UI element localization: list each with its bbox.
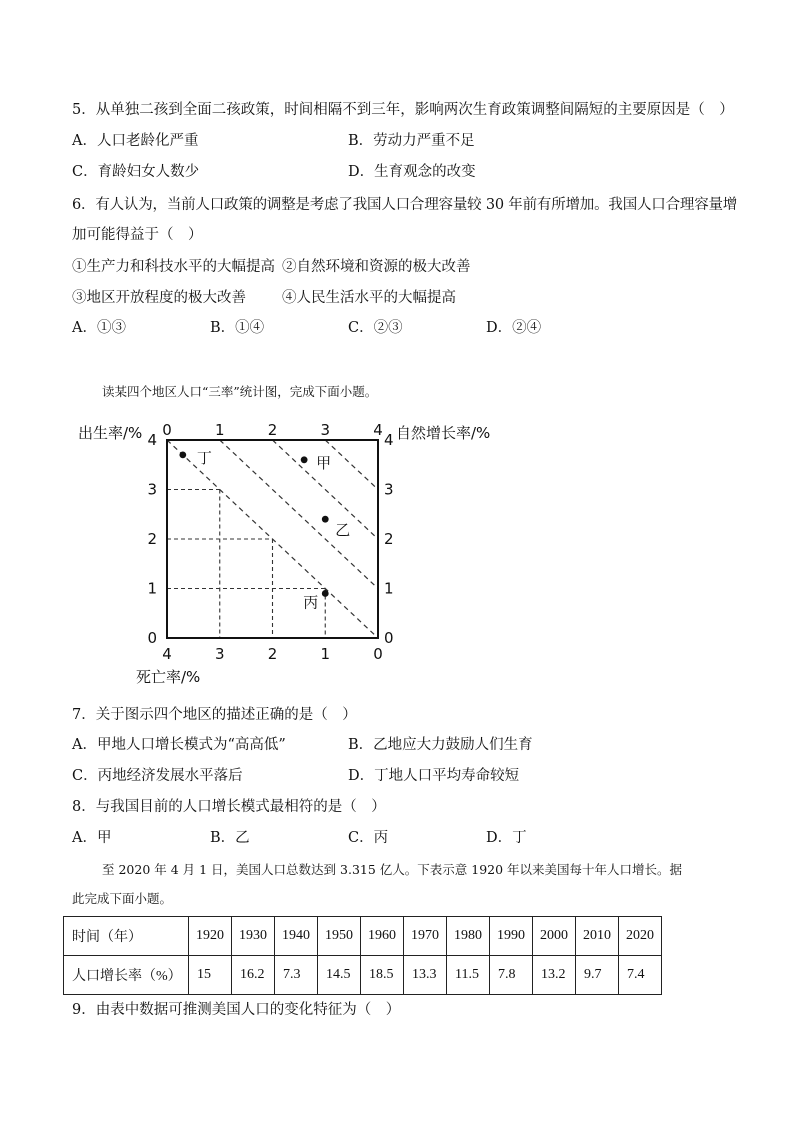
year-cell: 1960 <box>361 917 404 956</box>
rate-cell: 7.3 <box>275 956 318 995</box>
region-point-label: 乙 <box>335 521 351 540</box>
year-cell: 1990 <box>490 917 533 956</box>
year-header: 时间（年） <box>64 917 189 956</box>
rate-cell: 9.7 <box>576 956 619 995</box>
year-cell: 1950 <box>318 917 361 956</box>
rate-cell: 18.5 <box>361 956 404 995</box>
q8-option-c[interactable]: C．丙 <box>348 830 389 846</box>
year-cell: 1940 <box>275 917 318 956</box>
region-point <box>301 456 308 463</box>
q6-item-2: ②自然环境和资源的极大改善 <box>282 259 471 275</box>
year-cell: 1980 <box>447 917 490 956</box>
growth-isoline <box>325 440 378 490</box>
region-point-label: 丁 <box>196 448 212 467</box>
rate-header: 人口增长率（%） <box>64 956 189 995</box>
q7-option-b[interactable]: B．乙地应大力鼓励人们生育 <box>348 737 533 753</box>
growth-top-tick: 3 <box>320 421 331 439</box>
year-cell: 2010 <box>576 917 619 956</box>
region-point-label: 甲 <box>316 453 332 472</box>
rate-cell: 7.8 <box>490 956 533 995</box>
q8-stem: 8．与我国目前的人口增长模式最相符的是（ ） <box>72 799 386 815</box>
q7-stem: 7．关于图示四个地区的描述正确的是（ ） <box>72 707 357 723</box>
q6-stem-line2: 加可能得益于（ ） <box>72 227 203 243</box>
year-cell: 1920 <box>189 917 232 956</box>
q6-item-4: ④人民生活水平的大幅提高 <box>282 290 456 306</box>
figure-intro: 读某四个地区人口“三率”统计图，完成下面小题。 <box>102 384 378 399</box>
q8-option-d[interactable]: D．丁 <box>486 830 527 846</box>
year-cell: 2000 <box>533 917 576 956</box>
growth-top-tick: 2 <box>267 421 278 439</box>
rate-cell: 15 <box>189 956 232 995</box>
q9-stem: 9．由表中数据可推测美国人口的变化特征为（ ） <box>72 1002 401 1018</box>
rate-cell: 16.2 <box>232 956 275 995</box>
q7-option-c[interactable]: C．丙地经济发展水平落后 <box>72 768 243 784</box>
growth-top-tick: 4 <box>373 421 383 439</box>
death-rate-axis-label: 死亡率/% <box>136 668 201 686</box>
q5-option-a[interactable]: A．人口老龄化严重 <box>72 133 199 149</box>
birth-rate-tick: 1 <box>147 579 157 598</box>
table-row-years <box>64 917 662 956</box>
death-rate-tick: 2 <box>267 645 278 663</box>
rate-cell: 7.4 <box>619 956 662 995</box>
birth-rate-tick: 4 <box>147 431 157 449</box>
us-population-growth-table <box>63 916 662 995</box>
region-point-label: 丙 <box>303 593 319 612</box>
table-intro-line1: 至 2020 年 4 月 1 日，美国人口总数达到 3.315 亿人。下表示意 1920 年以来美国每十年人口增长。据 <box>102 862 683 877</box>
q5-option-d[interactable]: D．生育观念的改变 <box>348 164 476 180</box>
table-intro-line2: 此完成下面小题。 <box>72 891 173 906</box>
year-cell: 1970 <box>404 917 447 956</box>
year-cell: 1930 <box>232 917 275 956</box>
growth-right-tick: 1 <box>384 579 394 598</box>
q7-option-a[interactable]: A．甲地人口增长模式为“高高低” <box>72 737 286 753</box>
death-rate-tick: 1 <box>320 645 331 663</box>
growth-right-tick: 0 <box>384 629 394 647</box>
region-point <box>322 516 329 523</box>
death-rate-tick: 4 <box>162 645 172 663</box>
q8-option-b[interactable]: B．乙 <box>210 830 250 846</box>
q6-option-d[interactable]: D．②④ <box>486 320 542 336</box>
death-rate-tick: 3 <box>214 645 225 663</box>
rate-cell: 13.2 <box>533 956 576 995</box>
growth-top-tick: 0 <box>162 421 172 439</box>
q8-option-a[interactable]: A．甲 <box>72 830 112 846</box>
growth-right-tick: 3 <box>384 480 394 499</box>
q6-item-1: ①生产力和科技水平的大幅提高 <box>72 259 275 275</box>
q7-option-d[interactable]: D．丁地人口平均寿命较短 <box>348 768 520 784</box>
growth-isoline <box>220 440 378 589</box>
birth-rate-axis-label: 出生率/% <box>78 424 143 442</box>
q6-stem-line1: 6．有人认为，当前人口政策的调整是考虑了我国人口合理容量较 30 年前有所增加。我国人口合理容量增 <box>72 197 738 213</box>
birth-rate-tick: 3 <box>147 480 157 499</box>
table-row-rates <box>64 956 662 995</box>
q6-option-a[interactable]: A．①③ <box>72 320 126 336</box>
chart-points <box>179 449 350 612</box>
death-rate-tick: 0 <box>373 645 383 663</box>
q5-option-c[interactable]: C．育龄妇女人数少 <box>72 164 200 180</box>
birth-rate-tick: 0 <box>147 629 157 647</box>
region-point <box>322 590 329 597</box>
year-cell: 2020 <box>619 917 662 956</box>
q5-stem: 5．从单独二孩到全面二孩政策，时间相隔不到三年，影响两次生育政策调整间隔短的主要原因是（ ） <box>72 102 734 118</box>
growth-top-tick: 1 <box>214 421 225 439</box>
q6-option-c[interactable]: C．②③ <box>348 320 403 336</box>
q5-option-b[interactable]: B．劳动力严重不足 <box>348 133 475 149</box>
chart-guide-lines <box>167 490 325 639</box>
q6-option-b[interactable]: B．①④ <box>210 320 265 336</box>
rate-cell: 14.5 <box>318 956 361 995</box>
rate-cell: 11.5 <box>447 956 490 995</box>
rate-cell: 13.3 <box>404 956 447 995</box>
q6-item-3: ③地区开放程度的极大改善 <box>72 290 246 306</box>
growth-right-tick: 2 <box>384 530 394 548</box>
growth-right-tick: 4 <box>384 431 394 449</box>
birth-rate-tick: 2 <box>147 530 157 548</box>
three-rates-chart <box>0 400 793 700</box>
region-point <box>179 451 186 458</box>
natural-growth-axis-label: 自然增长率/% <box>396 424 491 442</box>
